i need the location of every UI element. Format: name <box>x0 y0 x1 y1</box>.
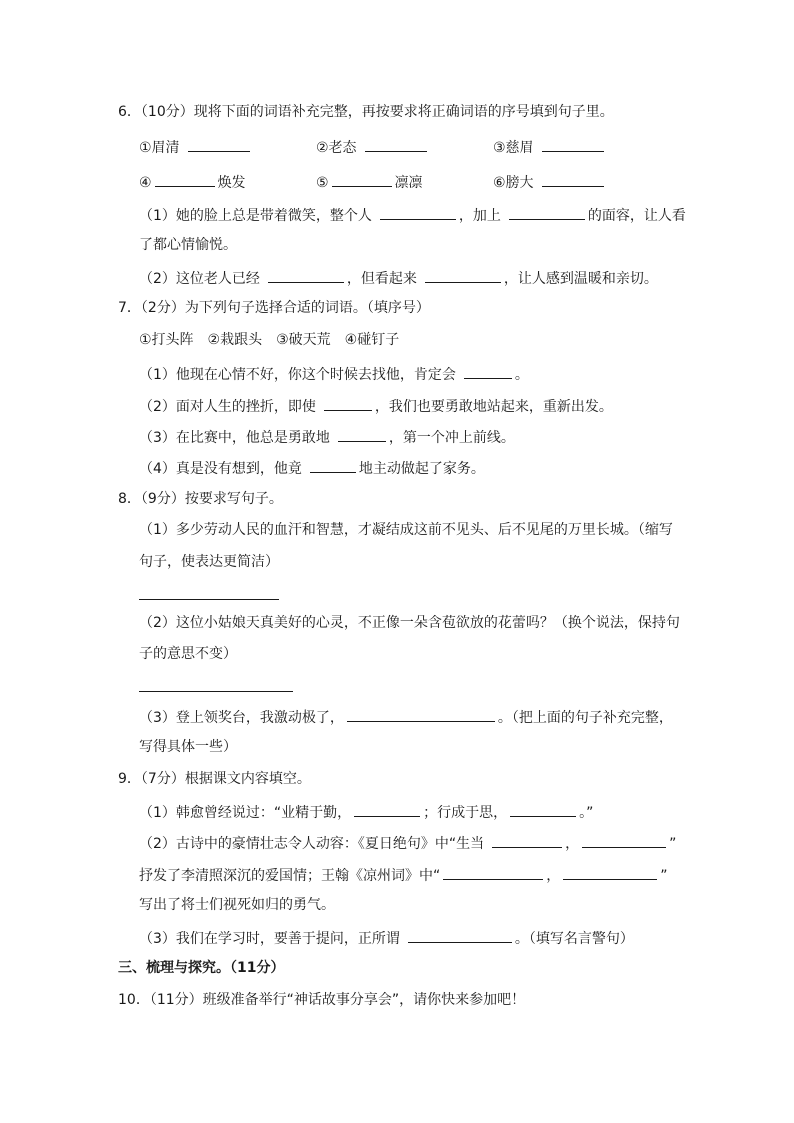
q7-s1-blank[interactable] <box>464 363 512 379</box>
q9-s2-blank-4[interactable] <box>563 864 657 880</box>
q6-option-4: ④ 焕发 <box>139 171 246 193</box>
q10-heading: 10．（11分）班级准备举行“神话故事分享会”，请你快来参加吧！ <box>118 992 526 1008</box>
q6-option-5: ⑤ 凛凛 <box>316 171 423 193</box>
q6-s2-blank-2[interactable] <box>425 267 501 283</box>
q9-sentence-2-cont: 抒发了李清照深沉的爱国情；王翰《凉州词》中“ ， ” <box>139 864 668 886</box>
q9-sentence-2: （2）古诗中的豪情壮志令人动容：《夏日绝句》中“生当 ， ” <box>139 832 676 854</box>
q6-option-2-blank[interactable] <box>365 136 427 152</box>
q6-option-2: ②老态 <box>316 136 430 158</box>
q7-sentence-4: （4）真是没有想到，他竟 地主动做起了家务。 <box>139 457 485 479</box>
q8-sentence-2: （2）这位小姑娘天真美好的心灵，不正像一朵含苞欲放的花蕾吗？（换个说法，保持句 <box>139 615 680 631</box>
q7-s2-blank[interactable] <box>324 395 372 411</box>
q9-s1-blank-2[interactable] <box>510 801 576 817</box>
q7-sentence-1: （1）他现在心情不好，你这个时候去找他，肯定会 。 <box>139 363 529 385</box>
q9-s3-blank[interactable] <box>408 927 512 943</box>
q6-s2-blank-1[interactable] <box>268 267 344 283</box>
q6-option-4-blank[interactable] <box>155 171 215 187</box>
q7-s3-blank[interactable] <box>338 426 386 442</box>
q9-sentence-1: （1）韩愈曾经说过：“业精于勤， ；行成于思， 。” <box>139 801 593 823</box>
q6-sentence-1-cont: 了都心情愉悦。 <box>139 237 237 253</box>
q6-heading: 6．（10分）现将下面的词语补充完整，再按要求将正确词语的序号填到句子里。 <box>118 104 614 120</box>
q9-sentence-2-cont-2: 写出了将士们视死如归的勇气。 <box>139 897 335 913</box>
q9-s2-blank-1[interactable] <box>492 832 562 848</box>
q8-s3-blank[interactable] <box>347 706 495 722</box>
q7-sentence-3: （3）在比赛中，他总是勇敢地 ，第一个冲上前线。 <box>139 426 515 448</box>
q9-sentence-3: （3）我们在学习时，要善于提问，正所谓 。（填写名言警句） <box>139 927 634 949</box>
q6-option-1: ①眉清 <box>139 136 253 158</box>
q6-sentence-2: （2）这位老人已经 ，但看起来 ，让人感到温暖和亲切。 <box>139 267 658 289</box>
q8-sentence-1: （1）多少劳动人民的血汗和智慧，才凝结成这前不见头、后不见尾的万里长城。（缩写 <box>139 522 673 538</box>
q6-option-3: ③慈眉 <box>493 136 607 158</box>
q9-heading: 9．（7分）根据课文内容填空。 <box>118 771 311 787</box>
q8-sentence-3-cont: 写得具体一些） <box>139 739 237 755</box>
q8-heading: 8．（9分）按要求写句子。 <box>118 491 283 507</box>
q7-s4-blank[interactable] <box>310 457 356 473</box>
q6-option-6: ⑥膀大 <box>493 171 607 193</box>
q9-s2-blank-2[interactable] <box>582 832 666 848</box>
q7-options: ①打头阵 ②栽跟头 ③破天荒 ④碰钉子 <box>139 332 400 348</box>
q7-sentence-2: （2）面对人生的挫折，即使 ，我们也要勇敢地站起来，重新出发。 <box>139 395 613 417</box>
section-3-heading: 三、梳理与探究。（11分） <box>118 960 285 976</box>
q6-sentence-1: （1）她的脸上总是带着微笑，整个人 ，加上 的面容，让人看 <box>139 204 686 226</box>
q8-answer-line-2[interactable] <box>139 690 293 692</box>
q9-s1-blank-1[interactable] <box>354 801 420 817</box>
q6-s1-blank-1[interactable] <box>380 204 456 220</box>
q6-option-5-blank[interactable] <box>332 171 392 187</box>
q8-sentence-1-cont: 句子，使表达更简洁） <box>139 554 279 570</box>
q6-option-6-blank[interactable] <box>542 171 604 187</box>
q8-sentence-3: （3）登上领奖台，我激动极了， 。（把上面的句子补充完整， <box>139 706 673 728</box>
q6-s1-blank-2[interactable] <box>509 204 585 220</box>
q6-option-3-blank[interactable] <box>542 136 604 152</box>
q7-heading: 7．（2分）为下列句子选择合适的词语。（填序号） <box>118 300 430 316</box>
q8-sentence-2-cont: 子的意思不变） <box>139 646 237 662</box>
q9-s2-blank-3[interactable] <box>443 864 543 880</box>
q6-option-1-blank[interactable] <box>188 136 250 152</box>
q8-answer-line-1[interactable] <box>139 598 279 600</box>
